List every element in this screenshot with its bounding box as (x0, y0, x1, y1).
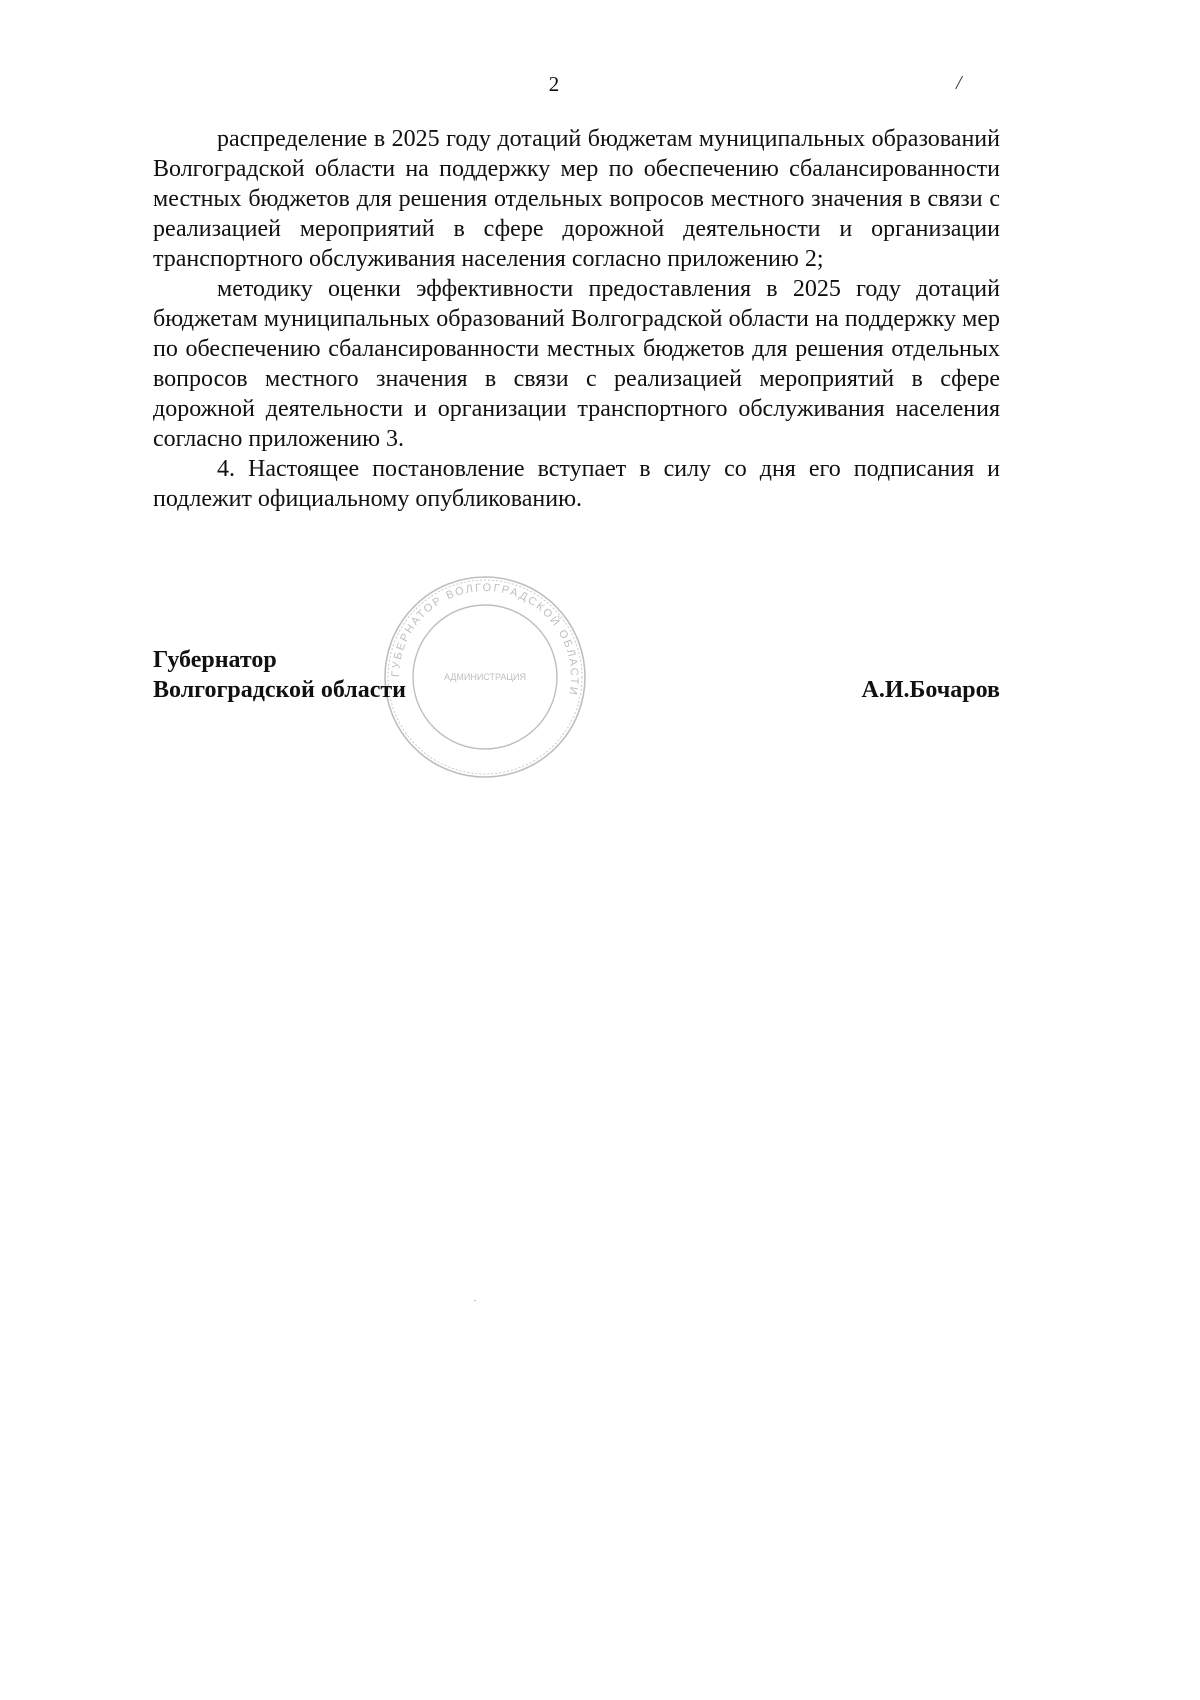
position-line-1: Губернатор (153, 647, 277, 673)
signatory-name: А.И.Бочаров (861, 677, 1000, 703)
signatory-position (153, 645, 406, 705)
position-line-2: Волгоградской области (153, 677, 406, 703)
paragraph-entry-into-force: 4. Настоящее постановление вступает в силу со дня его подписания и подлежит официальному опубликованию. (153, 456, 1000, 512)
seal-inner-text: АДМИНИСТРАЦИЯ (443, 672, 527, 682)
scan-speck (474, 1300, 476, 1301)
seal-outer-text: ГУБЕРНАТОР ВОЛГОГРАДСКОЙ ОБЛАСТИ (389, 581, 581, 698)
paragraph-methodology: методику оценки эффективности предоставления в 2025 году дотаций бюджетам муниципальных образований Волгоградской области на поддержку мер по обеспечению сбалансированности местных бюджетов для решения отдельных вопросов местного значения в связи с реализацией мероприятий в сфере дорожной деятельности и организации транспортного обслуживания населения согласно приложению 3. (153, 276, 1000, 452)
official-seal (380, 572, 590, 782)
document-body (153, 124, 1000, 514)
page-number: 2 (548, 72, 560, 96)
corner-mark: / (956, 72, 962, 94)
paragraph-distribution: распределение в 2025 году дотаций бюджетам муниципальных образований Волгоградской области на поддержку мер по обеспечению сбалансированности местных бюджетов для решения отдельных вопросов местного значения в связи с реализацией мероприятий в сфере дорожной деятельности и организации транспортного обслуживания населения согласно приложению 2; (153, 126, 1000, 272)
